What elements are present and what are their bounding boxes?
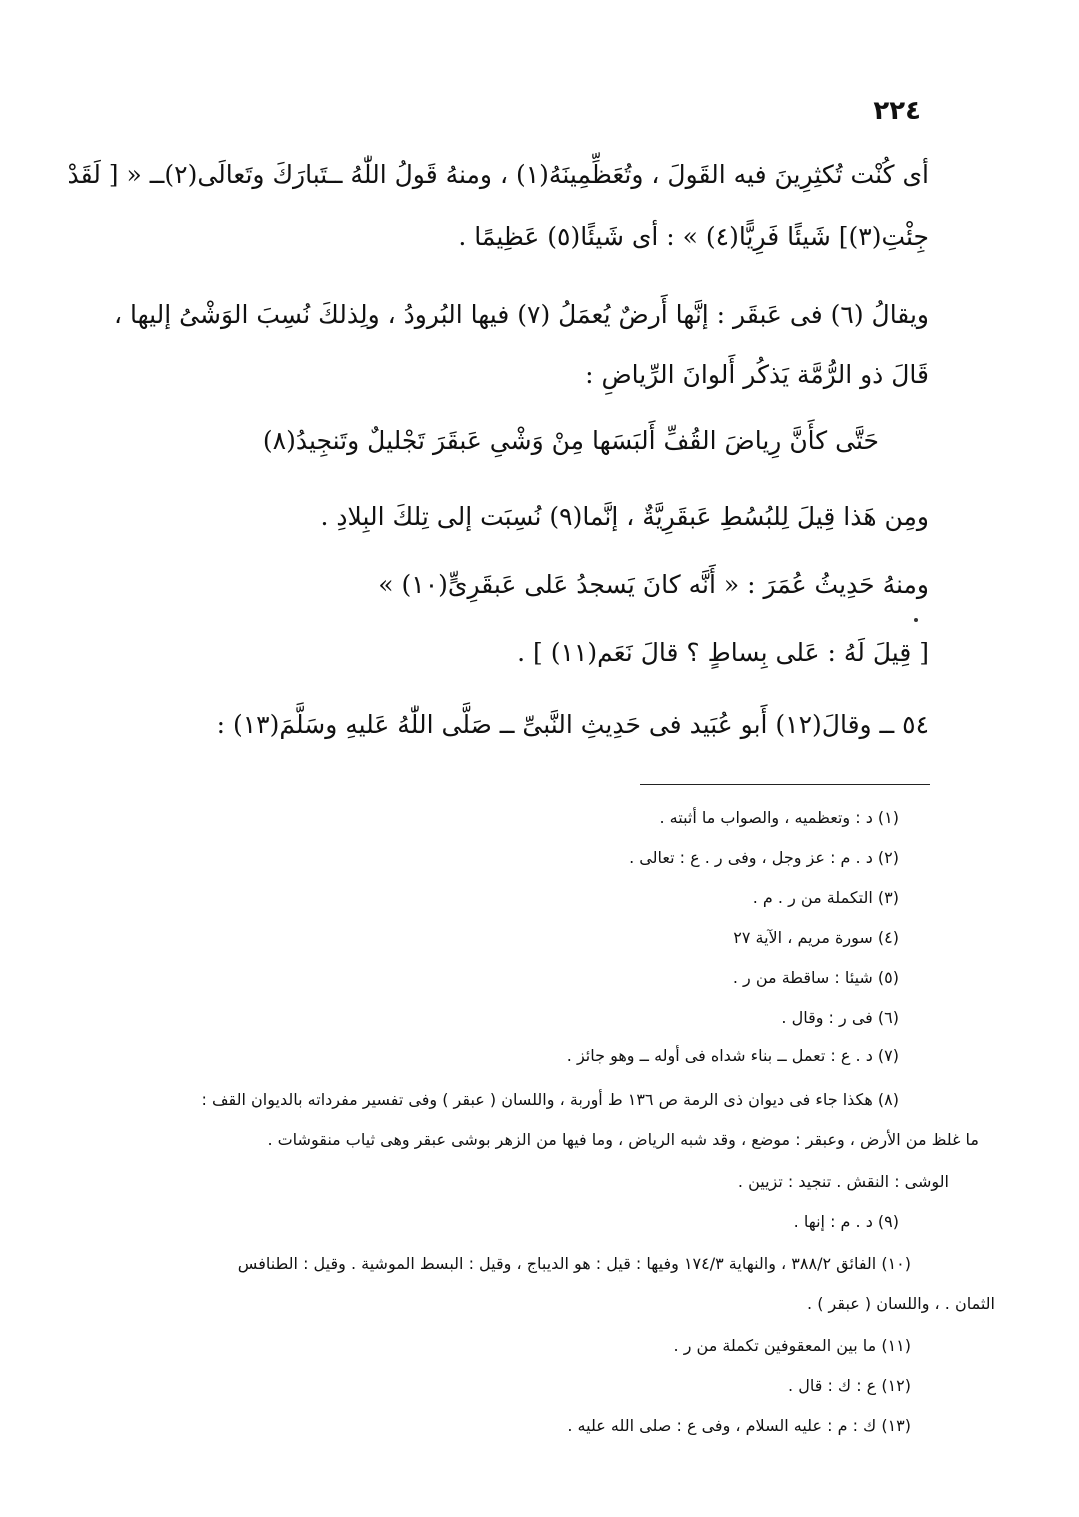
footnote: (١) د : وتعظميه ، والصواب ما أثبته .	[659, 808, 899, 827]
text-line: [ قِيلَ لَهُ : عَلى بِساطٍ ؟ قالَ نَعَم(١١) ] .	[517, 638, 929, 667]
footnote-continuation: ما غلظ من الأرض ، وعبقر : موضع ، وقد شبه الرياض ، وما فيها من الزهر بوشى عبقر وهى ثياب منقوشات .	[267, 1130, 979, 1149]
footnote-divider	[640, 784, 930, 785]
poetry-verse: حَتَّى كأَنَّ رِياضَ القُفِّ أَلبَسَها مِنْ وَشْىِ عَبقَرَ تَجْليلٌ وتَنجِيدُ(٨)	[262, 426, 879, 455]
footnote: (١٢) ع : ك : قال .	[788, 1376, 911, 1395]
footnote: (٦) فى ر : وقال .	[781, 1008, 899, 1027]
text-line: أى كُنْت تُكثِرِينَ فيه القَولَ ، وتُعَظِّمِينَهُ(١) ، ومنهُ قَولُ اللّٰهُ ــتَبارَكَ وتَعالَى(٢)ــ « [ لَقَدْ	[67, 160, 929, 189]
text-line: ومنهُ حَدِيثُ عُمَرَ : « أَنَّه كانَ يَسجدُ عَلى عَبقَرِىٍّ(١٠) »	[378, 570, 929, 599]
footnote-continuation: الوشى : النقش . تنجيد : تزيين .	[737, 1172, 949, 1191]
footnote: (٢) د . م : عز وجل ، وفى ر . ع : تعالى .	[629, 848, 899, 867]
footnote: (١٣) ك : م : عليه السلام ، وفى ع : صلى الله عليه .	[567, 1416, 911, 1435]
section-heading-54: ٥٤ ــ وقالَ(١٢) أَبو عُبَيد فى حَدِيثِ النَّبىِّ ــ صَلَّى اللّٰهُ عَليهِ وسَلَّمَ(١٣) :	[216, 710, 929, 739]
footnote: (١٠) الفائق ٣٨٨/٢ ، والنهاية ١٧٤/٣ وفيها : قيل : هو الديباج ، وقيل : البسط الموشية . وقيل : الطنافس	[237, 1254, 911, 1273]
text-line: ويقالُ (٦) فى عَبقَر : إنَّها أَرضٌ يُعمَلُ (٧) فيها البُرودُ ، ولِذلكَ نُسِبَ الوَشْىُ إليها ،	[113, 300, 929, 329]
footnote-continuation: الثمان . ، واللسان ( عبقر ) .	[807, 1294, 995, 1313]
text-line: قَالَ ذو الرُّمَّة يَذكُر أَلوانَ الرِّياضِ :	[585, 360, 929, 389]
footnote: (٤) سورة مريم ، الآية ٢٧	[733, 928, 899, 947]
scan-speck	[914, 618, 918, 622]
footnote: (٧) د . ع : تعمل ــ بناء شداه فى أوله ــ وهو جائز .	[566, 1046, 899, 1065]
footnote: (٩) د . م : إنها .	[793, 1212, 899, 1231]
footnote: (٥) شيئا : ساقطة من ر .	[732, 968, 899, 987]
page-number: ٢٢٤	[873, 96, 921, 126]
footnote: (٣) التكملة من ر . م .	[752, 888, 899, 907]
footnote: (١١) ما بين المعقوفين تكملة من ر .	[673, 1336, 911, 1355]
text-line: جِئْتِ(٣)] شَيئًا فَرِيًّا(٤) » : أى شَيئًا(٥) عَظِيمًا .	[458, 222, 929, 251]
footnote: (٨) هكذا جاء فى ديوان ذى الرمة ص ١٣٦ ط أوربة ، واللسان ( عبقر ) وفى تفسير مفرداته بالديوان القف :	[201, 1090, 899, 1109]
text-line: ومِن هَذا قِيلَ لِلبُسُطِ عَبقَرِيَّةٌ ، إنَّما(٩) نُسِبَت إلى تِلكَ البِلادِ .	[320, 502, 929, 531]
